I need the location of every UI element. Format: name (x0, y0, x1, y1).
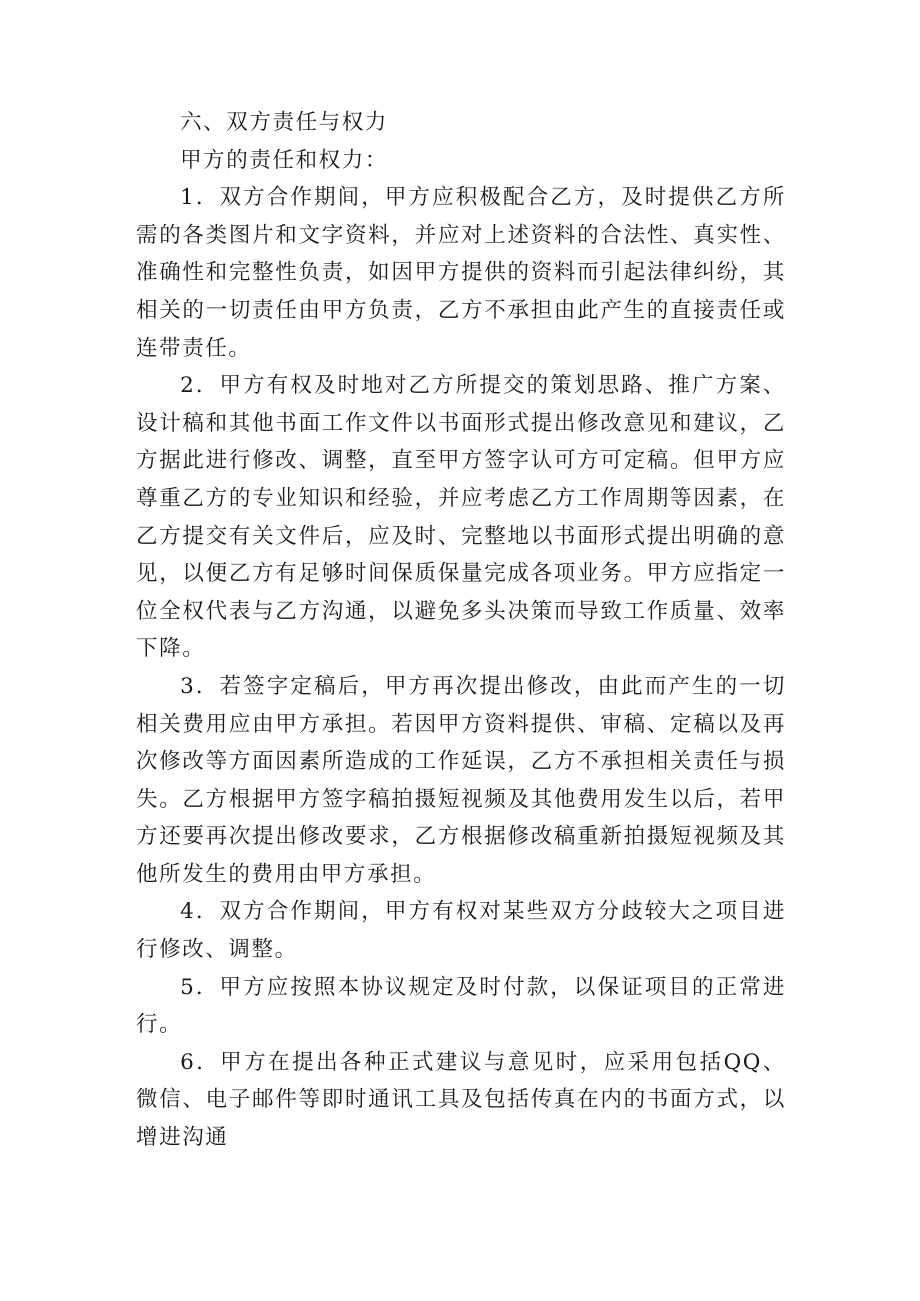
clause-paragraph: 3．若签字定稿后，甲方再次提出修改，由此而产生的一切相关费用应由甲方承担。若因甲方资料提供、审稿、定稿以及再次修改等方面因素所造成的工作延误，乙方不承担相关责任与损失。乙方根据甲方签字稿拍摄短视频及其他费用发生以后，若甲方还要再次提出修改要求，乙方根据修改稿重新拍摄短视频及其他所发生的费用由甲方承担。 (136, 673, 786, 887)
clause-paragraph: 5．甲方应按照本协议规定及时付款，以保证项目的正常进行。 (136, 974, 786, 1038)
clause-paragraph: 1．双方合作期间，甲方应积极配合乙方，及时提供乙方所需的各类图片和文字资料，并应对上述资料的合法性、真实性、准确性和完整性负责，如因甲方提供的资料而引起法律纠纷，其相关的一切责任由甲方负责，乙方不承担由此产生的直接责任或连带责任。 (136, 185, 786, 361)
subheading: 甲方的责任和权力： (180, 147, 388, 173)
clause-paragraph: 4．双方合作期间，甲方有权对某些双方分歧较大之项目进行修改、调整。 (136, 899, 786, 963)
document-body (136, 104, 786, 1157)
clause-paragraph: 6．甲方在提出各种正式建议与意见时，应采用包括QQ、微信、电子邮件等即时通讯工具及包括传真在内的书面方式，以增进沟通 (136, 1049, 786, 1151)
clause-paragraph: 2．甲方有权及时地对乙方所提交的策划思路、推广方案、设计稿和其他书面工作文件以书面形式提出修改意见和建议，乙方据此进行修改、调整，直至甲方签字认可方可定稿。但甲方应尊重乙方的专业知识和经验，并应考虑乙方工作周期等因素，在乙方提交有关文件后，应及时、完整地以书面形式提出明确的意见，以便乙方有足够时间保质保量完成各项业务。甲方应指定一位全权代表与乙方沟通，以避免多头决策而导致工作质量、效率下降。 (136, 373, 786, 662)
section-heading: 六、双方责任与权力 (180, 110, 388, 135)
